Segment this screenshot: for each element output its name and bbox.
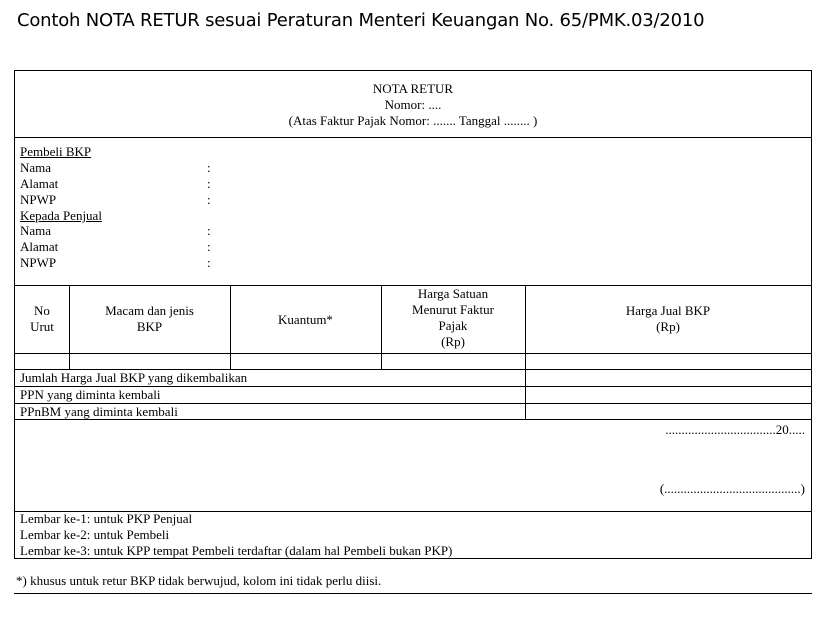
penjual-heading: Kepada Penjual bbox=[20, 208, 102, 223]
header-bkp: BKP bbox=[136, 319, 163, 334]
header-urut: Urut bbox=[30, 319, 54, 334]
colon: : bbox=[207, 239, 211, 254]
faktur-line: (Atas Faktur Pajak Nomor: ....... Tanggal ........ ) bbox=[288, 113, 538, 128]
colon: : bbox=[207, 192, 211, 207]
pembeli-npwp-label: NPWP bbox=[20, 192, 57, 207]
penjual-alamat-label: Alamat bbox=[20, 239, 59, 254]
pembeli-alamat-label: Alamat bbox=[20, 176, 59, 191]
colon: : bbox=[207, 160, 211, 175]
header-pajak: Pajak bbox=[438, 318, 468, 333]
nomor-line: Nomor: .... bbox=[384, 97, 442, 112]
header-harga-jual: Harga Jual BKP bbox=[625, 303, 711, 318]
signature-date: ..................................20..... bbox=[665, 422, 805, 437]
header-kuantum: Kuantum* bbox=[278, 312, 333, 327]
header-harga-jual-rp: (Rp) bbox=[656, 319, 680, 334]
pembeli-nama-label: Nama bbox=[20, 160, 52, 175]
colon: : bbox=[207, 255, 211, 270]
footer-rule bbox=[14, 593, 812, 594]
header-macam: Macam dan jenis bbox=[105, 303, 194, 318]
nota-retur-form bbox=[14, 70, 812, 559]
lembar-3: Lembar ke-3: untuk KPP tempat Pembeli terdaftar (dalam hal Pembeli bukan PKP) bbox=[20, 543, 453, 558]
ppnbm-label: PPnBM yang diminta kembali bbox=[20, 404, 178, 419]
lembar-1: Lembar ke-1: untuk PKP Penjual bbox=[20, 511, 193, 526]
signature-name: (..........................................) bbox=[659, 481, 805, 496]
penjual-npwp-label: NPWP bbox=[20, 255, 57, 270]
table-row-divider bbox=[15, 353, 811, 354]
lembar-2: Lembar ke-2: untuk Pembeli bbox=[20, 527, 170, 542]
footnote: *) khusus untuk retur BKP tidak berwujud, kolom ini tidak perlu diisi. bbox=[16, 573, 382, 588]
header-harga-satuan: Harga Satuan bbox=[417, 286, 489, 301]
header-menurut-faktur: Menurut Faktur bbox=[412, 302, 494, 317]
ppn-label: PPN yang diminta kembali bbox=[20, 387, 161, 402]
divider bbox=[15, 419, 811, 420]
colon: : bbox=[207, 176, 211, 191]
header-no: No bbox=[34, 303, 50, 318]
page-title: Contoh NOTA RETUR sesuai Peraturan Menteri Keuangan No. 65/PMK.03/2010 bbox=[17, 10, 705, 31]
jumlah-label: Jumlah Harga Jual BKP yang dikembalikan bbox=[20, 370, 248, 385]
penjual-nama-label: Nama bbox=[20, 223, 52, 238]
header-rp: (Rp) bbox=[441, 334, 465, 349]
pembeli-heading: Pembeli BKP bbox=[20, 144, 92, 159]
form-title: NOTA RETUR bbox=[372, 81, 454, 96]
divider bbox=[15, 137, 811, 138]
colon: : bbox=[207, 223, 211, 238]
